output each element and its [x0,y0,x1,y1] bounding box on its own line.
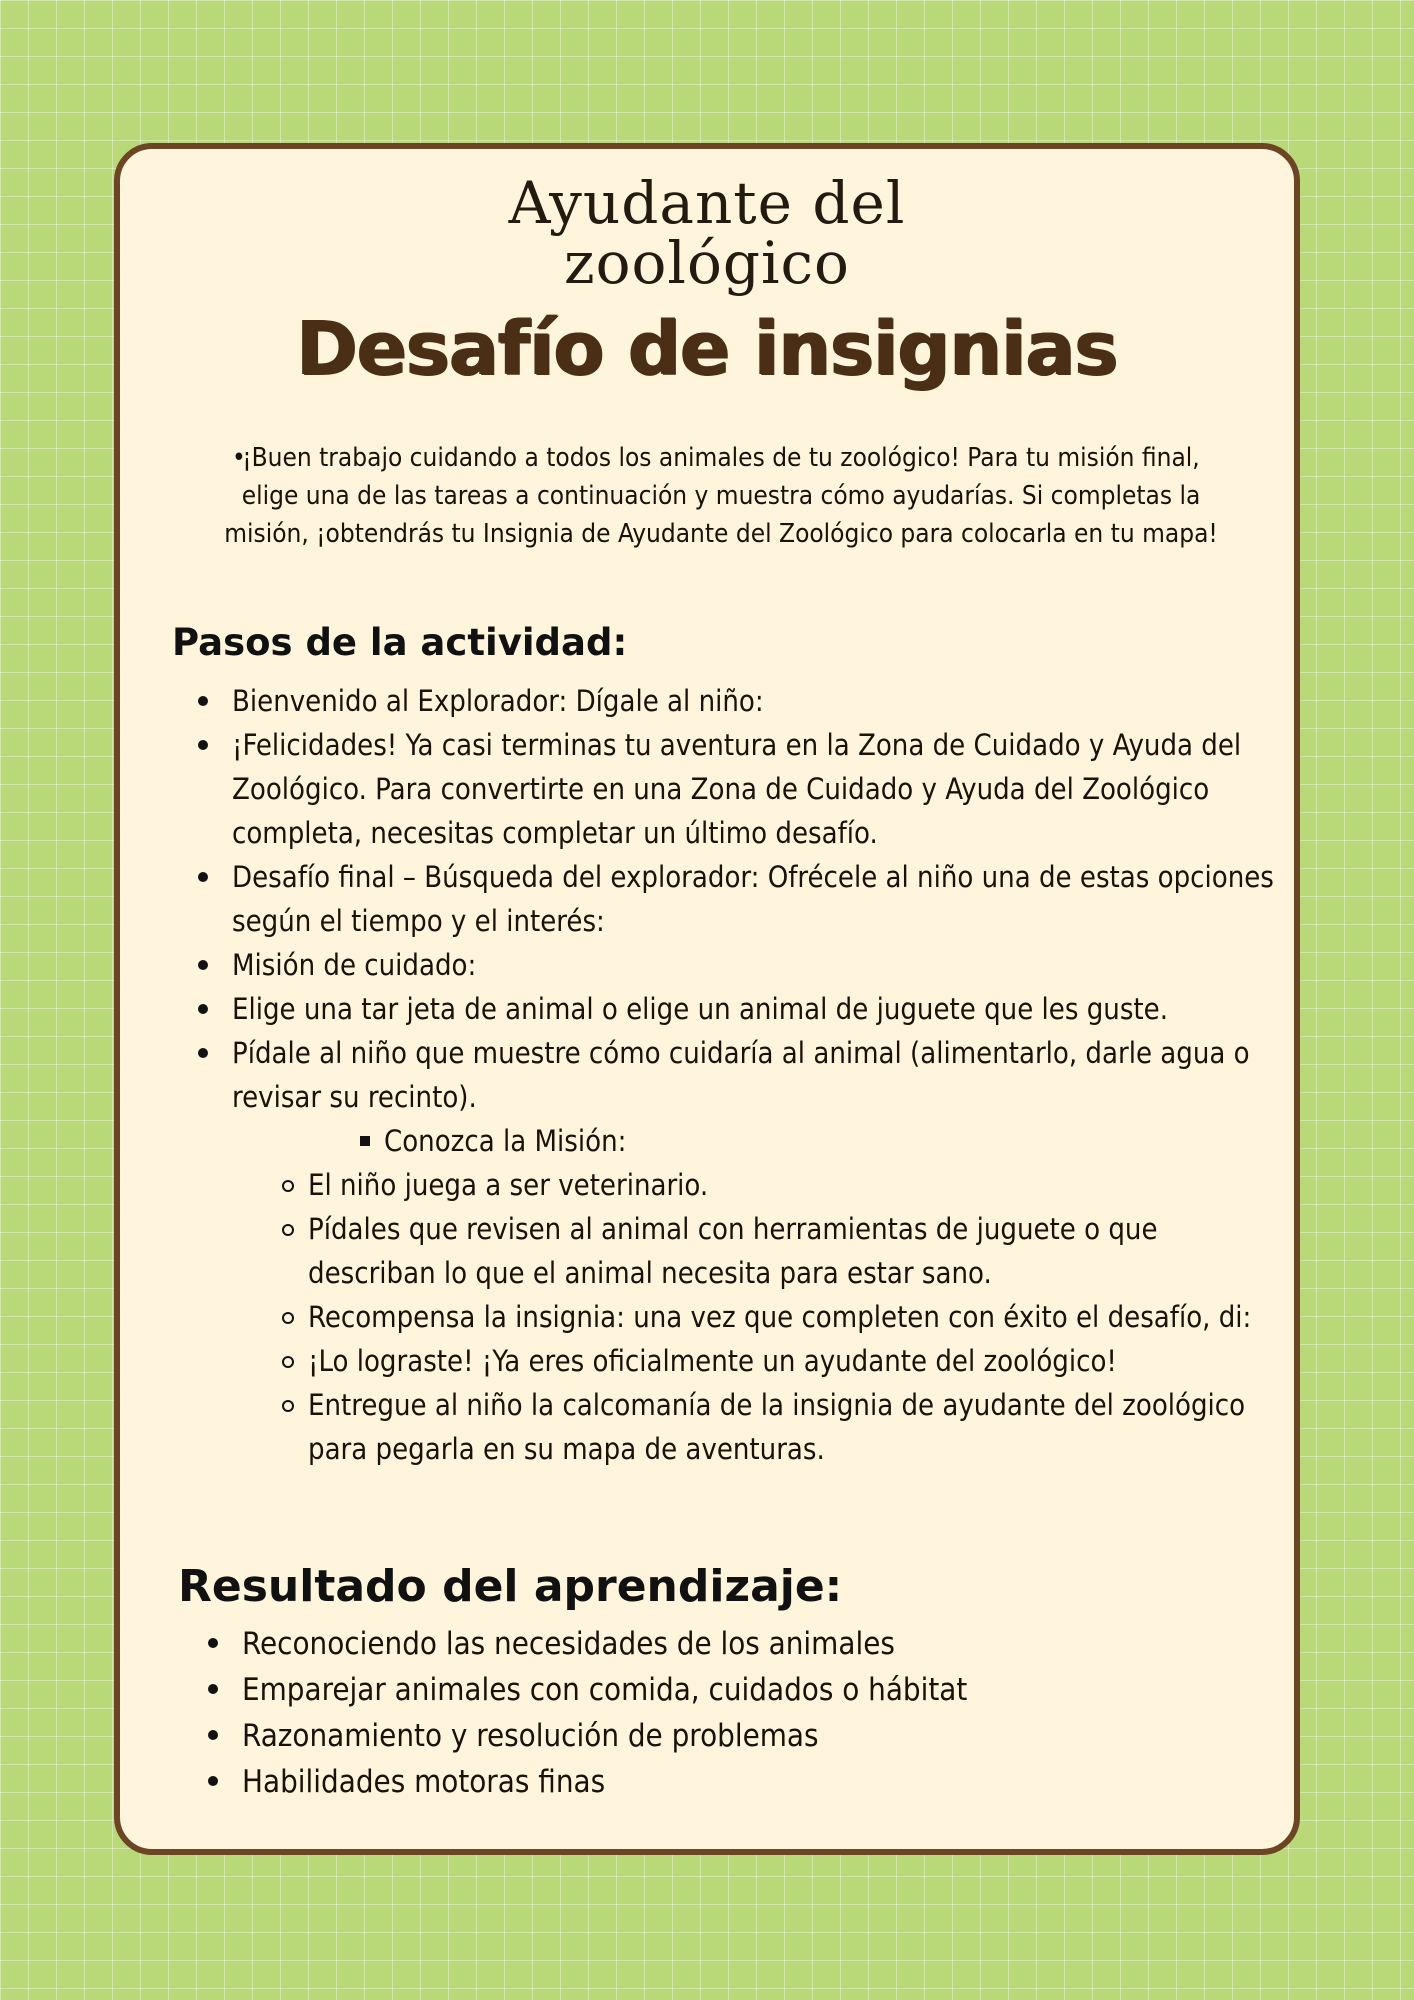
subtitle-line-1: Ayudante del [508,169,906,237]
intro-text: • ¡Buen trabajo cuidando a todos los animales de tu zoológico! Para tu misión final, elige una de las tareas a continuación y muestra cómo ayudarías. Si completas la misión, ¡obtendrás tu Insignia de Ayudante del Zoológico para colocarla en tu mapa! [216,439,1226,553]
step-item: Desafío final – Búsqueda del explorador: Ofrécele al niño una de estas opciones según el tiempo y el interés: [176,855,1286,943]
badge-card [114,143,1300,1855]
steps-list [176,679,1286,1471]
step-subitem: Pídales que revisen al animal con herramientas de juguete o que describan lo que el animal necesita para estar sano. [176,1207,1286,1295]
results-heading: Resultado del aprendizaje: [178,1561,843,1612]
step-item: ¡Felicidades! Ya casi terminas tu aventura en la Zona de Cuidado y Ayuda del Zoológico. Para convertirte en una Zona de Cuidado y Ayuda del Zoológico completa, necesitas completar un último desafío. [176,723,1286,855]
result-item: Reconociendo las necesidades de los animales [186,1621,1286,1667]
result-item: Razonamiento y resolución de problemas [186,1713,1286,1759]
page-title: Desafío de insignias [296,306,1118,392]
steps-heading: Pasos de la actividad: [172,621,628,664]
subtitle [120,169,1294,297]
step-item: Pídale al niño que muestre cómo cuidaría al animal (alimentarlo, darle agua o revisar su recinto). [176,1031,1286,1119]
result-item: Emparejar animales con comida, cuidados o hábitat [186,1667,1286,1713]
subtitle-line-2: zoológico [564,229,850,297]
result-item: Habilidades motoras finas [186,1759,1286,1805]
intro-list [216,439,1226,553]
step-subitem: El niño juega a ser veterinario. [176,1163,1286,1207]
step-subitem: Conozca la Misión: [176,1119,1286,1163]
step-subitem: Entregue al niño la calcomanía de la insignia de ayudante del zoológico para pegarla en su mapa de aventuras. [176,1383,1286,1471]
step-subitem: ¡Lo lograste! ¡Ya eres oficialmente un ayudante del zoológico! [176,1339,1286,1383]
step-item: Elige una tar jeta de animal o elige un animal de juguete que les guste. [176,987,1286,1031]
step-item: Misión de cuidado: [176,943,1286,987]
results-list [186,1621,1286,1805]
step-subitem: Recompensa la insignia: una vez que completen con éxito el desafío, di: [176,1295,1286,1339]
step-item: Bienvenido al Explorador: Dígale al niño: [176,679,1286,723]
